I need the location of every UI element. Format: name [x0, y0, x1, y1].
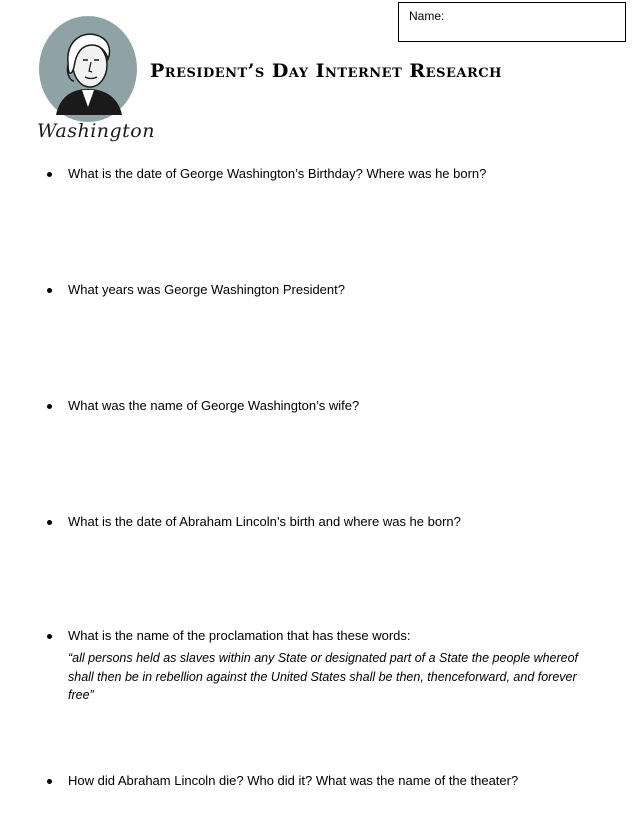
question-text: What years was George Washington President?	[68, 282, 345, 297]
question-text: What is the name of the proclamation that has these words:	[68, 628, 411, 643]
question-text: What was the name of George Washington’s wife?	[68, 398, 360, 413]
question-text: How did Abraham Lincoln die? Who did it? What was the name of the theater?	[68, 773, 519, 788]
proclamation-quote: “all persons held as slaves within any State or designated part of a State the people whereof shall then be in rebellion against the United States shall be then, thenceforward, and forever free”	[68, 651, 579, 702]
washington-portrait-logo	[38, 15, 138, 123]
bullet-icon	[47, 404, 52, 409]
page-title: President’s Day Internet Research	[150, 60, 502, 82]
question-text: What is the date of Abraham Lincoln’s birth and where was he born?	[68, 514, 461, 529]
name-field[interactable]	[398, 2, 626, 42]
bullet-icon	[47, 779, 52, 784]
name-label: Name:	[409, 9, 445, 23]
bullet-icon	[47, 288, 52, 293]
bullet-icon	[47, 634, 52, 639]
question-text: What is the date of George Washington’s Birthday? Where was he born?	[68, 166, 487, 181]
washington-logo-text: Washington	[37, 120, 155, 142]
bullet-icon	[47, 172, 52, 177]
bullet-icon	[47, 520, 52, 525]
